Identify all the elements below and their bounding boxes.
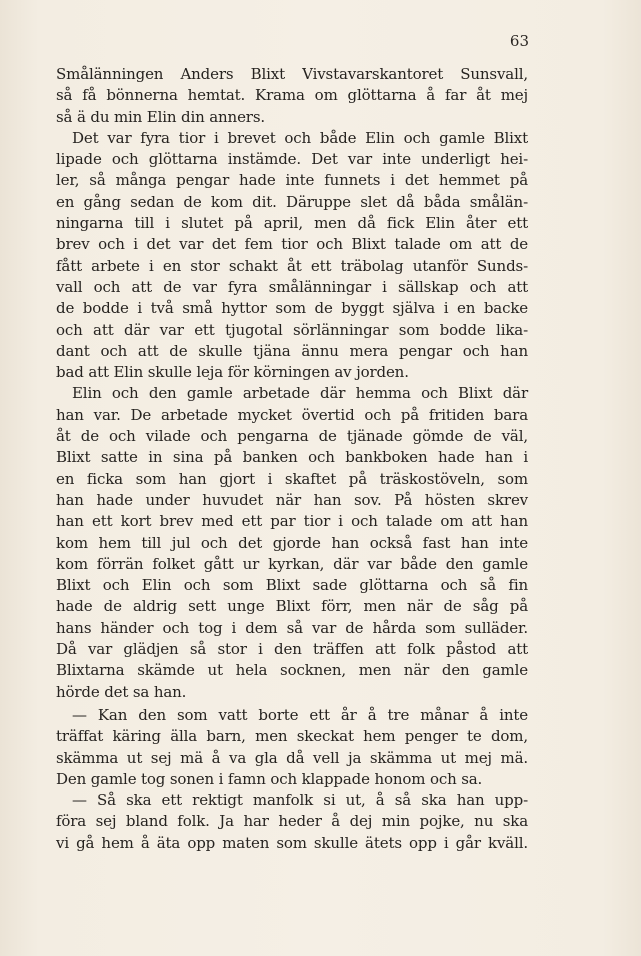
text-line: åt de och vilade och pengarna de tjänade gömde de väl, — [56, 427, 528, 446]
text-line: och att där var ett tjugotal sörlänningar som bodde lika- — [56, 320, 528, 339]
text-line: — Så ska ett rektigt manfolk si ut, å så ska han upp- — [72, 791, 528, 810]
text-line: Blixt satte in sina på banken och bankboken hade han i — [56, 448, 528, 467]
text-line: fått arbete i en stor schakt åt ett träbolag utanför Sunds- — [56, 256, 528, 275]
text-line: hans händer och tog i dem så var de hårda som sulläder. — [56, 618, 528, 637]
text-line: en gång sedan de kom dit. Däruppe slet då båda smålän- — [56, 192, 528, 211]
text-line: Det var fyra tior i brevet och både Elin och gamle Blixt — [72, 128, 528, 147]
text-line: vi gå hem å äta opp maten som skulle ätets opp i går kväll. — [56, 833, 528, 852]
body-text — [56, 64, 528, 854]
text-line: de bodde i två små hyttor som de byggt själva i en backe — [56, 299, 528, 318]
text-line: så ä du min Elin din anners. — [56, 107, 265, 126]
text-line: hörde det sa han. — [56, 682, 187, 701]
text-line: han ett kort brev med ett par tior i och talade om att han — [56, 512, 528, 531]
text-line: dant och att de skulle tjäna ännu mera pengar och han — [56, 341, 528, 360]
text-line: bad att Elin skulle leja för körningen av jorden. — [56, 363, 409, 382]
text-line: brev och i det var det fem tior och Blixt talade om att de — [56, 235, 528, 254]
text-line: Då var glädjen så stor i den träffen att folk påstod att — [56, 640, 528, 659]
text-line: Blixtarna skämde ut hela socknen, men när den gamle — [56, 661, 528, 680]
text-line: — Kan den som vatt borte ett år å tre månar å inte — [72, 705, 528, 724]
text-line: skämma ut sej mä å va gla då vell ja skämma ut mej mä. — [56, 748, 528, 767]
text-line: vall och att de var fyra smålänningar i sällskap och att — [56, 277, 528, 296]
text-line: så få bönnerna hemtat. Krama om glöttarna å far åt mej — [56, 86, 528, 105]
text-line: Blixt och Elin och som Blixt sade glöttarna och så fin — [56, 576, 528, 595]
text-line: hade de aldrig sett unge Blixt förr, men när de såg på — [56, 597, 528, 616]
text-line: Smålänningen Anders Blixt Vivstavarskantoret Sunsvall, — [56, 65, 528, 83]
text-line: Elin och den gamle arbetade där hemma och Blixt där — [72, 384, 528, 403]
text-line: han var. De arbetade mycket övertid och på fritiden bara — [56, 405, 528, 424]
text-line: han hade under huvudet när han sov. På hösten skrev — [56, 490, 528, 509]
page-number: 63 — [509, 32, 529, 50]
text-line: kom hem till jul och det gjorde han också fast han inte — [56, 533, 528, 552]
text-line: lipade och glöttarna instämde. Det var inte underligt hei- — [56, 150, 528, 169]
text-line: Den gamle tog sonen i famn och klappade honom och sa. — [56, 769, 483, 788]
text-line: ler, så många pengar hade inte funnets i det hemmet på — [56, 171, 528, 190]
text-line: träffat käring älla barn, men skeckat hem penger te dom, — [56, 727, 528, 746]
text-line: föra sej bland folk. Ja har heder å dej min pojke, nu ska — [56, 812, 528, 831]
text-line: en ficka som han gjort i skaftet på träskostöveln, som — [56, 469, 528, 488]
text-line: kom förrän folket gått ur kyrkan, där var både den gamle — [56, 554, 528, 573]
text-line: ningarna till i slutet på april, men då fick Elin åter ett — [56, 214, 528, 233]
